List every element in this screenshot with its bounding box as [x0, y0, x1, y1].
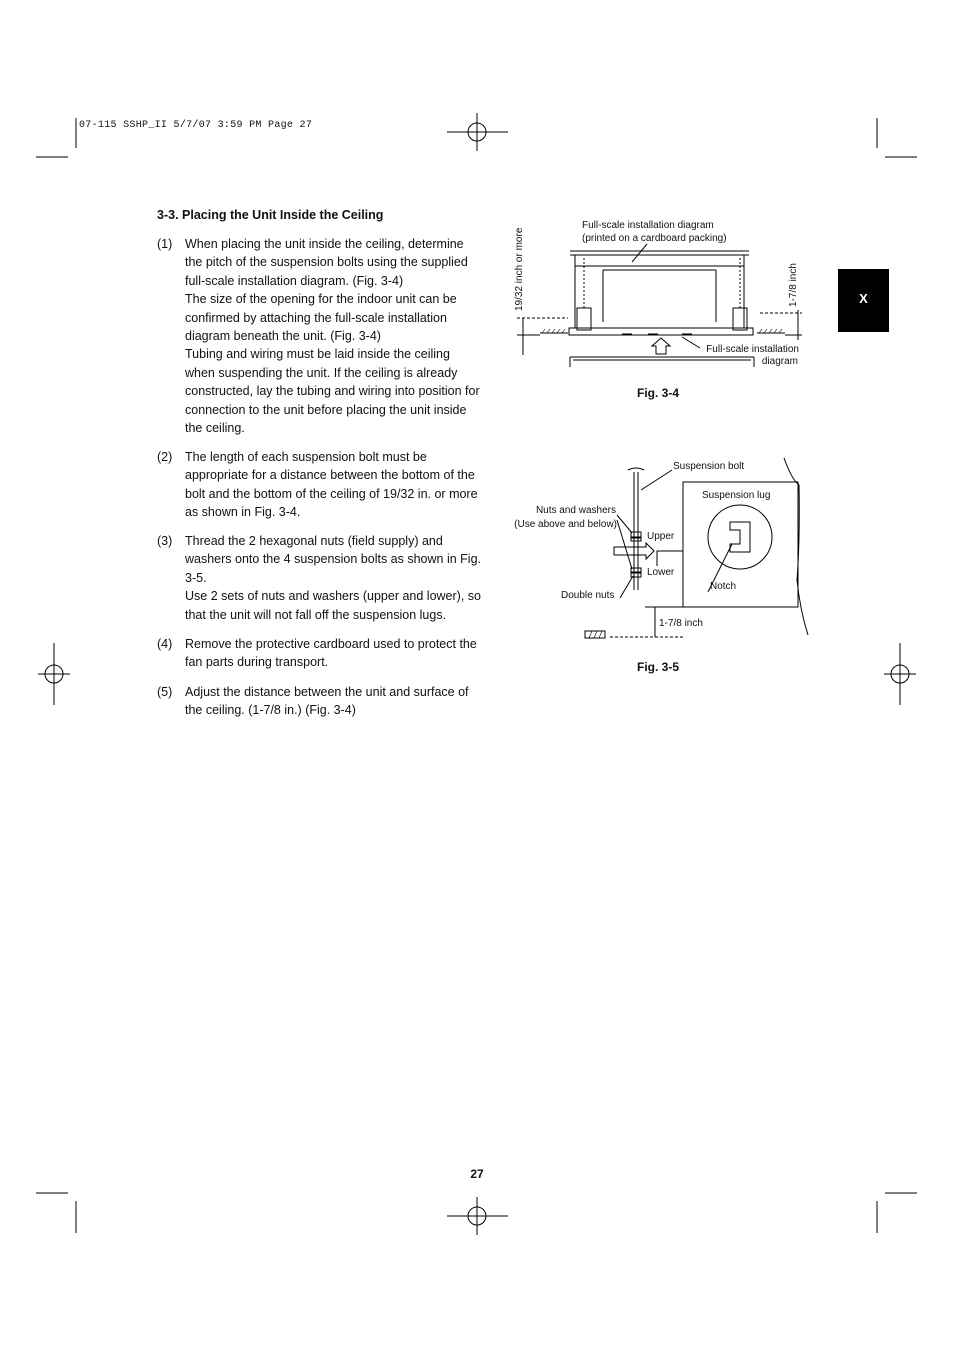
fig5-suspension-lug-label: Suspension lug: [702, 490, 771, 501]
item-text: Use 2 sets of nuts and washers (upper and lower), so that the unit will not fall off the suspension lugs.: [185, 589, 481, 622]
section-heading: 3-3. Placing the Unit Inside the Ceiling: [157, 208, 384, 222]
item-number: (4): [157, 637, 173, 651]
item-text: When placing the unit inside the ceiling, determine the pitch of the suspension bolts using the supplied full-scale installation diagram. (Fig. 3-4): [185, 237, 468, 288]
fig4-label-top-1: Full-scale installation diagram: [582, 220, 714, 231]
print-slug: 07-115 SSHP_II 5/7/07 3:59 PM Page 27: [79, 120, 313, 131]
item-text: The size of the opening for the indoor unit can be confirmed by attaching the full-scale installation diagram beneath the unit. (Fig. 3-4): [185, 292, 457, 344]
page-number: 27: [470, 1167, 484, 1181]
fig4-label-top-2: (printed on a cardboard packing): [582, 233, 727, 244]
item-number: (5): [157, 685, 173, 699]
item-number: (1): [157, 237, 173, 251]
item-text: Remove the protective cardboard used to protect the fan parts during transport.: [185, 637, 477, 670]
item-text: Tubing and wiring must be laid inside the ceiling when suspending the unit. If the ceiling is already constructed, lay the tubing and wiring into position for connection to the unit before placing the unit inside the ceiling.: [185, 347, 480, 436]
fig4-dim-right: 1-7/8 inch: [788, 263, 799, 307]
item-number: (2): [157, 450, 173, 464]
item-text: Thread the 2 hexagonal nuts (field supply) and washers onto the 4 suspension bolts as shown in Fig. 3-5.: [185, 534, 482, 585]
fig4-dim-left: 19/32 inch or more: [514, 227, 525, 311]
fig5-nuts-washers-label: Nuts and washers: [535, 505, 616, 516]
language-tab-label: X: [859, 291, 868, 306]
fig5-dimension-label: 1-7/8 inch: [659, 618, 703, 629]
fig5-double-nuts-label: Double nuts: [561, 590, 615, 601]
item-text: The length of each suspension bolt must be appropriate for a distance between the bottom of the bolt and the bottom of the ceiling of 19/32 in. or more as shown in Fig. 3-4.: [185, 450, 478, 520]
fig4-label-bottom-1: Full-scale installation: [706, 344, 799, 355]
fig5-suspension-bolt-label: Suspension bolt: [673, 461, 745, 472]
fig4-caption: Fig. 3-4: [637, 386, 680, 400]
fig5-upper-label: Upper: [647, 531, 675, 542]
fig5-nuts-washers-note: (Use above and below): [514, 519, 617, 530]
fig5-caption: Fig. 3-5: [637, 660, 680, 674]
fig4-label-bottom-2: diagram: [761, 356, 798, 367]
item-text: Adjust the distance between the unit and surface of the ceiling. (1-7/8 in.) (Fig. 3-4): [185, 685, 469, 718]
fig5-notch-label: Notch: [710, 581, 737, 592]
item-number: (3): [157, 534, 173, 548]
fig5-lower-label: Lower: [647, 567, 675, 578]
